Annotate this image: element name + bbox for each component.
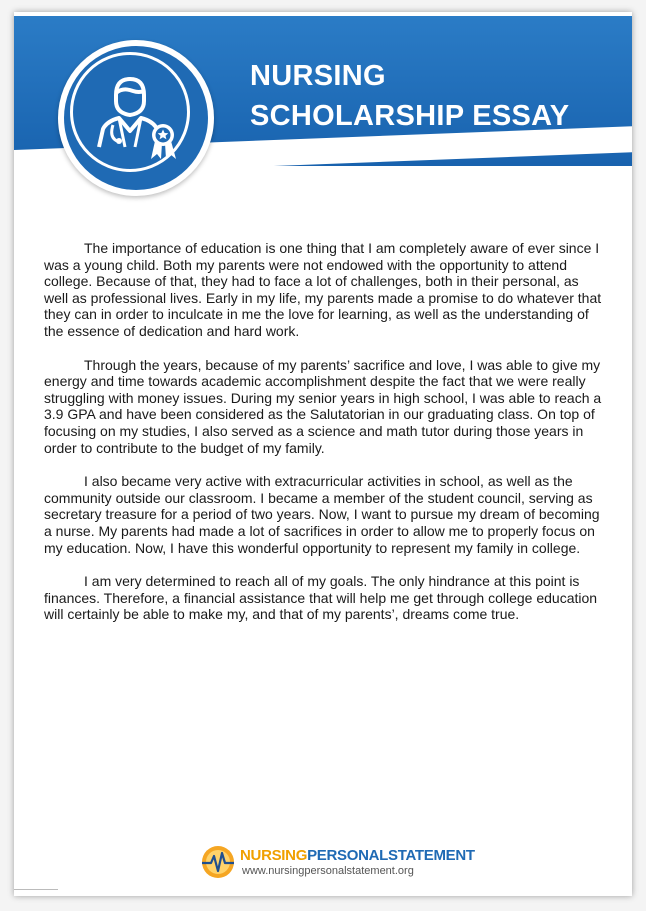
brand-name-part-2: PERSONALSTATEMENT [307,847,475,864]
award-rosette-icon [73,55,187,169]
essay-paragraph-3: I also became very active with extracurricular activities in school, as well as the community outside our classroom. I became a member of the student council, serving as secretary treasure for a period of two years. Now, I want to pursue my dream of becoming a nurse. My parents had made a lot of sacrifices in order to allow me to properly focus on my education. Now, I have this wonderful opportunity to represent my family in college. [44,473,600,556]
page-title [250,56,569,136]
essay-paragraph-2: Through the years, because of my parents’ sacrifice and love, I was able to give my energy and time towards academic accomplishment despite the fact that we were really struggling with money issues. During my senior years in high school, I was able to reach a 3.9 GPA and have been considered as the Salutatorian in our graduating class. On top of focusing on my studies, I also served as a science and math tutor during those years in order to contribute to the budget of my family. [44,356,602,456]
essay-paragraph-4: I am very determined to reach all of my goals. The only hindrance at this point is finances. Therefore, a financial assistance that will help me get through college education will certainly be able to make my, and that of my parents’, dreams come true. [44,573,598,623]
essay-paragraph-1: The importance of education is one thing that I am completely aware of ever since I was a young child. Both my parents were not endowed with the opportunity to attend college. Because of that, they had to face a lot of challenges, both in their personal, as well as professional lives. Early in my life, my parents made a promise to do whatever that they can in order to inculcate in me the love for learning, as well as the understanding of the essence of dedication and hard work. [44,240,602,339]
essay-body [44,240,604,640]
nurse-badge [58,40,214,196]
heartbeat-logo-icon [200,844,236,880]
brand-name [240,847,475,864]
brand-name-part-1: NURSING [240,847,308,864]
title-line-2: SCHOLARSHIP ESSAY [250,100,570,132]
corner-divider [14,889,58,890]
title-line-1: NURSING [250,60,386,92]
footer-logo [200,844,475,880]
essay-page [14,12,632,896]
website-url: www.nursingpersonalstatement.org [242,865,414,877]
